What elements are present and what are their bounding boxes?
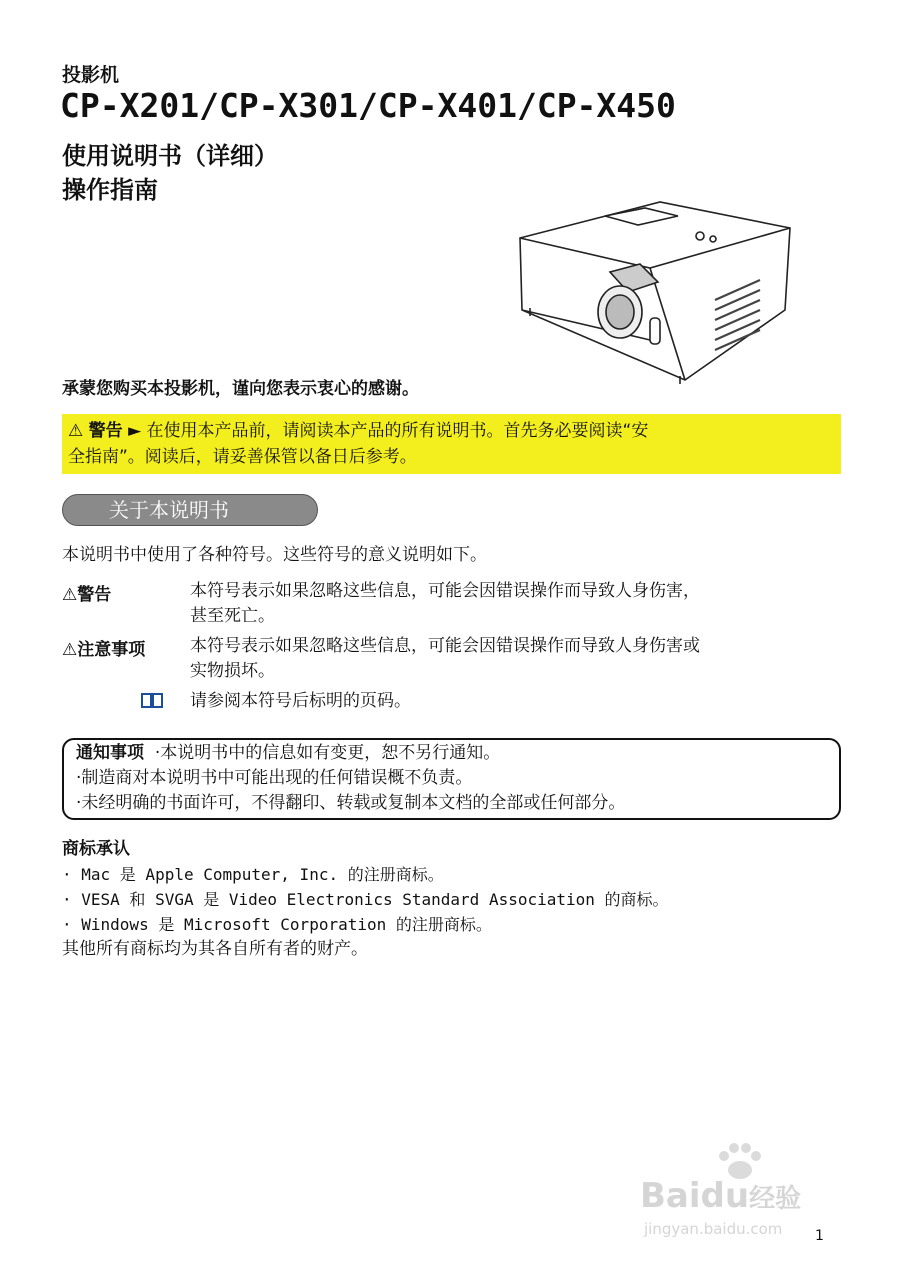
notice-box (62, 738, 841, 820)
watermark-url: jingyan.baidu.com (644, 1220, 783, 1238)
arrow-icon: ► (128, 421, 142, 441)
manual-title: 使用说明书（详细） (62, 142, 278, 170)
page-number: 1 (815, 1228, 824, 1244)
warning-text-line-2: 全指南”。阅读后，请妥善保管以备日后参考。 (68, 447, 417, 467)
section-intro: 本说明书中使用了各种符号。这些符号的意义说明如下。 (62, 545, 487, 565)
warning-triangle-icon: ⚠ (68, 421, 84, 441)
symbol-warning-label: ⚠警告 (62, 585, 112, 605)
watermark-brand: Baidu (640, 1176, 750, 1216)
symbol-caution-label: ⚠注意事项 (62, 640, 146, 660)
watermark-label: 经验 (749, 1184, 802, 1214)
trademark-item: · Windows 是 Microsoft Corporation 的注册商标。 (62, 915, 492, 934)
trademarks-heading: 商标承认 (62, 839, 130, 859)
warning-label: 警告 (88, 421, 123, 441)
section-title: 关于本说明书 (62, 494, 318, 526)
trademarks-footer: 其他所有商标均为其各自所有者的财产。 (62, 939, 368, 959)
trademarks-list (62, 862, 669, 962)
paw-icon (710, 1140, 770, 1180)
manual-subtitle: 操作指南 (62, 176, 158, 204)
notice-item: ·制造商对本说明书中可能出现的任何错误概不负责。 (76, 768, 473, 788)
trademark-item: · VESA 和 SVGA 是 Video Electronics Standard Association 的商标。 (62, 890, 669, 909)
notice-label: 通知事项 (76, 743, 144, 763)
warning-box (62, 414, 841, 474)
thanks-message: 承蒙您购买本投影机，谨向您表示衷心的感谢。 (62, 379, 419, 399)
baidu-watermark (640, 1140, 850, 1240)
symbol-page-reference-description: 请参阅本符号后标明的页码。 (190, 691, 411, 711)
caution-triangle-icon: ⚠ (62, 640, 78, 660)
trademark-item: · Mac 是 Apple Computer, Inc. 的注册商标。 (62, 865, 444, 884)
product-category: 投影机 (62, 64, 120, 86)
warning-triangle-icon: ⚠ (62, 585, 78, 605)
projector-illustration (510, 190, 800, 390)
warning-text-line-1: 在使用本产品前，请阅读本产品的所有说明书。首先务必要阅读“安 (146, 421, 649, 441)
notice-item: ·未经明确的书面许可，不得翻印、转载或复制本文档的全部或任何部分。 (76, 793, 626, 813)
book-icon (140, 691, 164, 709)
notice-item: ·本说明书中的信息如有变更，恕不另行通知。 (154, 743, 501, 763)
model-numbers: CP-X201/CP-X301/CP-X401/CP-X450 (60, 86, 676, 125)
symbol-warning-description: 本符号表示如果忽略这些信息，可能会因错误操作而导致人身伤害， 甚至死亡。 (190, 581, 700, 626)
symbol-caution-description: 本符号表示如果忽略这些信息，可能会因错误操作而导致人身伤害或 实物损坏。 (190, 636, 700, 681)
